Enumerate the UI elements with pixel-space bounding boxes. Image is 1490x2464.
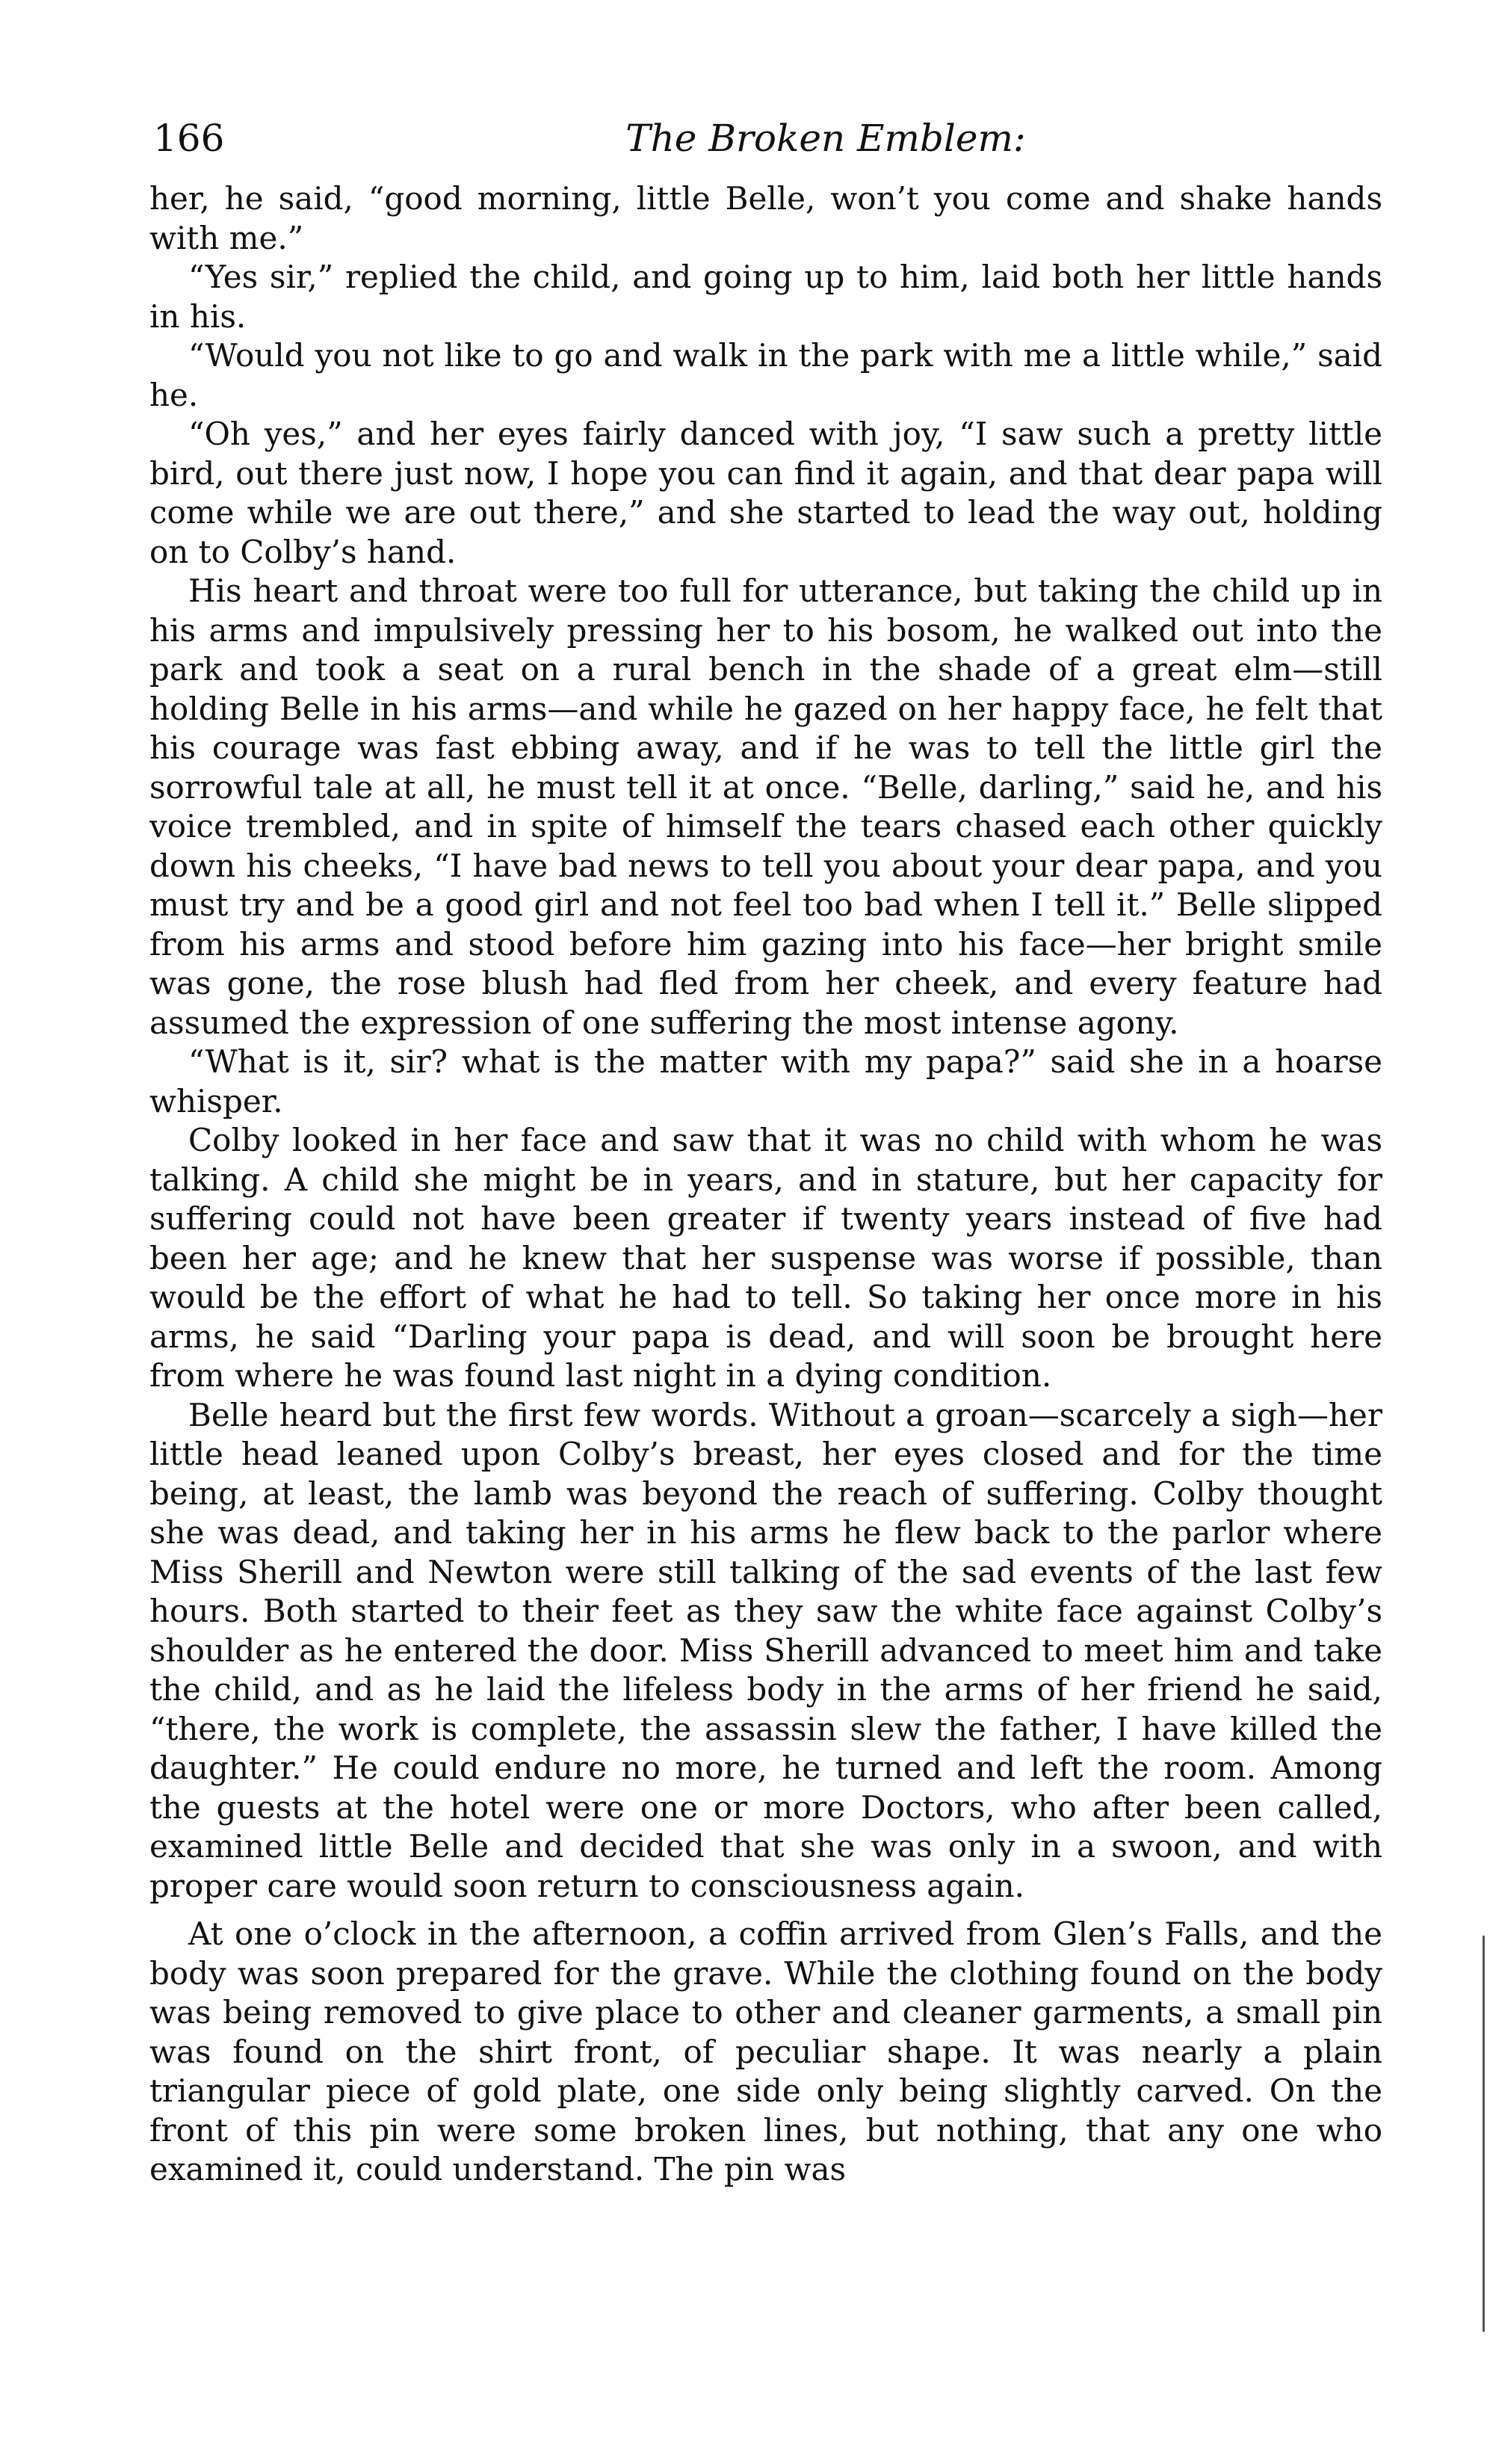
- paragraph: Colby looked in her face and saw that it was no child with whom he was talking. A child she might be in years, and in stature, but her capacity for suffering could not have been greater if twenty years instead of five had been her age; and he knew that her suspense was worse if possible, than would be the effort of what he had to tell. So taking her once more in his arms, he said “Darling your papa is dead, and will soon be brought here from where he was found last night in a dying condition.: [149, 1122, 1382, 1394]
- paragraph: “What is it, sir? what is the matter with my papa?” said she in a hoarse whisper.: [149, 1043, 1382, 1120]
- paragraph: At one o’clock in the afternoon, a coffin arrived from Glen’s Falls, and the body was soon prepared for the grave. While the clothing found on the body was being removed to give place to other and cleaner garments, a small pin was found on the shirt front, of peculiar shape. It was nearly a plain triangular piece of gold plate, one side only being slightly carved. On the front of this pin were some broken lines, but nothing, that any one who examined it, could understand. The pin was: [149, 1915, 1382, 2187]
- paragraph: Belle heard but the first few words. Without a groan—scarcely a sigh—her little head leaned upon Colby’s breast, her eyes closed and for the time being, at least, the lamb was beyond the reach of suffering. Colby thought she was dead, and taking her in his arms he flew back to the parlor where Miss Sherill and Newton were still talking of the sad events of the last few hours. Both started to their feet as they saw the white face against Colby’s shoulder as he entered the door. Miss Sherill advanced to meet him and take the child, and as he laid the lifeless body in the arms of her friend he said, “there, the work is complete, the assassin slew the father, I have killed the daughter.” He could endure no more, he turned and left the room. Among the guests at the hotel were one or more Doctors, who after been called, examined little Belle and decided that she was only in a swoon, and with proper care would soon return to consciousness again.: [149, 1396, 1382, 1904]
- paragraph: her, he said, “good morning, little Belle, won’t you come and shake hands with me.”: [149, 180, 1382, 256]
- page-header: [153, 112, 1379, 164]
- paragraph: “Yes sir,” replied the child, and going up to him, laid both her little hands in his.: [149, 259, 1382, 335]
- margin-rule: [1483, 1936, 1485, 2332]
- running-title: The Broken Emblem:: [625, 117, 1026, 160]
- body-text: [149, 179, 1382, 2190]
- paragraph: “Oh yes,” and her eyes fairly danced with joy, “I saw such a pretty little bird, out there just now, I hope you can find it again, and that dear papa will come while we are out there,” and she started to lead the way out, holding on to Colby’s hand.: [149, 416, 1382, 570]
- paragraph: “Would you not like to go and walk in the park with me a little while,” said he.: [149, 337, 1382, 413]
- page-number: 166: [153, 117, 225, 160]
- paragraph: His heart and throat were too full for utterance, but taking the child up in his arms and impulsively pressing her to his bosom, he walked out into the park and took a seat on a rural bench in the shade of a great elm—still holding Belle in his arms—and while he gazed on her happy face, he felt that his courage was fast ebbing away, and if he was to tell the little girl the sorrowful tale at all, he must tell it at once. “Belle, darling,” said he, and his voice trembled, and in spite of himself the tears chased each other quickly down his cheeks, “I have bad news to tell you about your dear papa, and you must try and be a good girl and not feel too bad when I tell it.” Belle slipped from his arms and stood before him gazing into his face—her bright smile was gone, the rose blush had fled from her cheek, and every feature had assumed the expression of one suffering the most intense agony.: [149, 572, 1382, 1041]
